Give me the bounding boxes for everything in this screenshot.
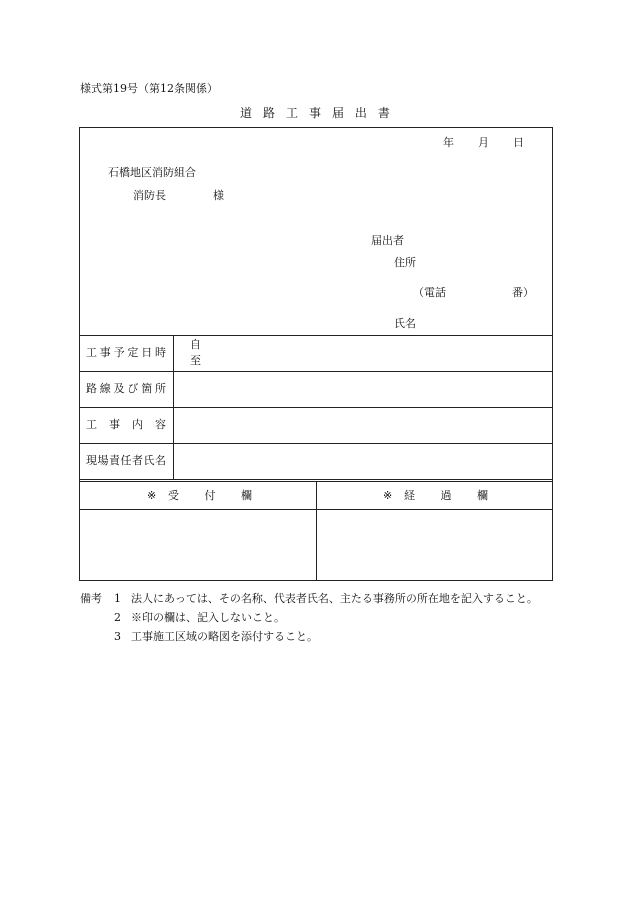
schedule-from-label: 自 [190, 338, 201, 351]
progress-header: 経 過 欄 [404, 489, 488, 502]
row-divider [79, 443, 553, 444]
applicant-address-label: 住所 [394, 256, 416, 269]
note-number: 1 [114, 592, 121, 605]
progress-mark: ※ [383, 489, 393, 502]
column-divider [316, 481, 317, 581]
note-text: ※印の欄は、記入しないこと。 [131, 611, 285, 624]
note-number: 3 [114, 630, 121, 643]
addressee-honorific: 様 [213, 189, 224, 202]
row-divider [79, 335, 553, 336]
note-number: 2 [114, 611, 121, 624]
applicant-name-label: 氏名 [394, 317, 416, 330]
row-divider [79, 407, 553, 408]
date-year-label: 年 [443, 136, 454, 149]
addressee-chief: 消防長 [133, 189, 166, 202]
date-day-label: 日 [513, 136, 524, 149]
note-text: 工事施工区域の略図を添付すること。 [131, 630, 318, 643]
supervisor-label: 現 場 責 任 者 氏 名 [86, 454, 166, 467]
label-column-divider [173, 335, 174, 479]
applicant-phone-open: （電話 [413, 286, 446, 299]
row-divider [79, 479, 553, 480]
applicant-label: 届出者 [371, 234, 404, 247]
content-label: 工 事 内 容 [86, 418, 166, 431]
schedule-label: 工 事 予 定 日 時 [86, 346, 166, 359]
route-label: 路 線 及 び 箇 所 [86, 382, 166, 395]
schedule-to-label: 至 [190, 354, 201, 367]
receipt-mark: ※ [147, 489, 157, 502]
receipt-header: 受 付 欄 [168, 489, 252, 502]
form-title: 道 路 工 事 届 出 書 [240, 106, 390, 120]
applicant-phone-close: 番） [512, 286, 534, 299]
addressee-org: 石橋地区消防組合 [108, 166, 196, 179]
form-number: 様式第19号（第12条関係） [80, 82, 218, 95]
date-month-label: 月 [478, 136, 489, 149]
row-divider [79, 371, 553, 372]
notes-heading: 備考 [80, 592, 102, 605]
note-text: 法人にあっては、その名称、代表者氏名、主たる事務所の所在地を記入すること。 [131, 592, 538, 605]
